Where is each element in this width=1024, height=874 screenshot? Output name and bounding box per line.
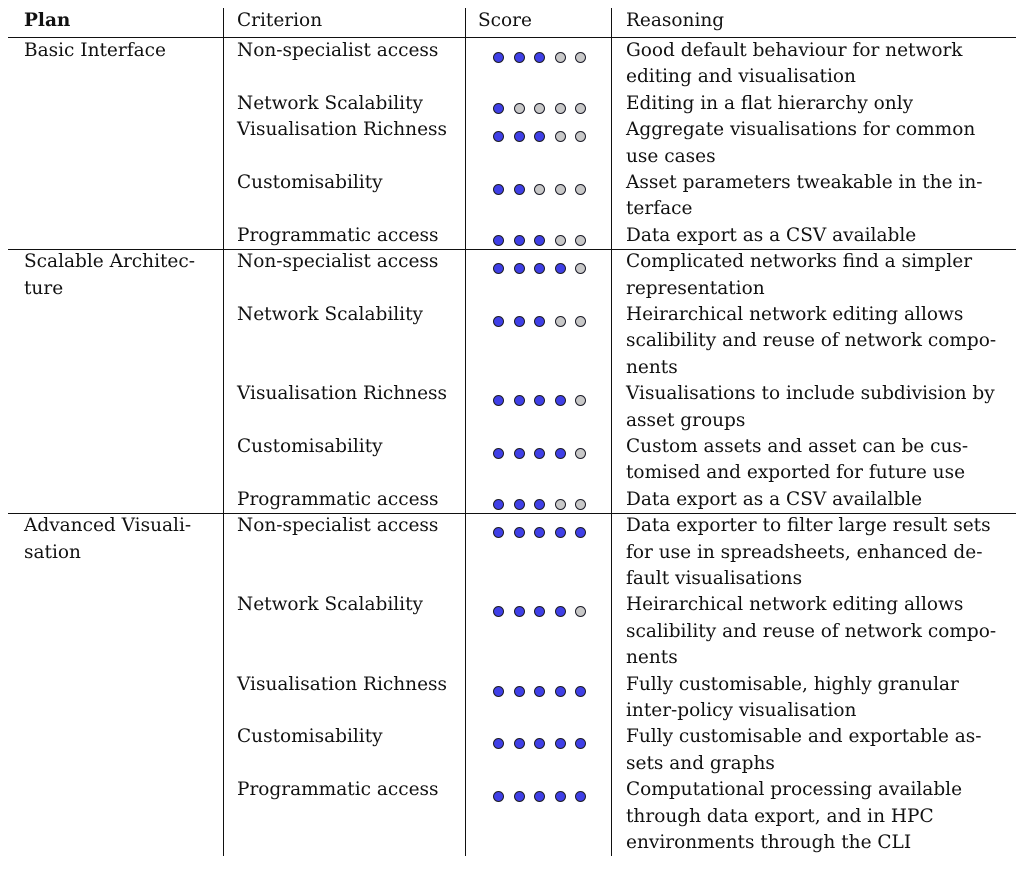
criterion-label: Network Scalability	[237, 594, 423, 616]
score-dot-filled	[555, 263, 566, 274]
score-dot-empty	[575, 395, 586, 406]
score-dot-empty	[575, 606, 586, 617]
criterion-label: Programmatic access	[237, 779, 439, 801]
column-divider-criterion	[465, 8, 466, 856]
score-dot-filled	[514, 263, 525, 274]
header-plan: Plan	[24, 10, 71, 31]
score-dots	[493, 103, 586, 115]
score-dot-empty	[575, 263, 586, 274]
reasoning-text: for use in spreadsheets, enhanced de-	[626, 541, 983, 563]
reasoning-text: scalibility and reuse of network compo-	[626, 620, 997, 642]
reasoning-text: Fully customisable and exportable as-	[626, 726, 982, 748]
reasoning-text: Heirarchical network editing allows	[626, 594, 964, 616]
score-dot-filled	[514, 52, 525, 63]
reasoning-text: terface	[626, 198, 693, 220]
score-dot-filled	[534, 316, 545, 327]
score-dot-filled	[493, 499, 504, 510]
score-dot-filled	[514, 395, 525, 406]
score-dot-filled	[575, 791, 586, 802]
criterion-label: Non-specialist access	[237, 40, 439, 61]
criterion-label: Programmatic access	[237, 488, 439, 510]
reasoning-text: scalibility and reuse of network compo-	[626, 330, 997, 352]
score-dot-filled	[575, 686, 586, 697]
score-dot-empty	[575, 52, 586, 63]
score-dot-filled	[514, 738, 525, 749]
score-dot-filled	[514, 235, 525, 246]
header-reasoning: Reasoning	[626, 10, 725, 31]
score-dot-empty	[514, 103, 525, 114]
reasoning-text: Visualisations to include subdivision by	[626, 383, 995, 405]
score-dot-filled	[493, 606, 504, 617]
reasoning-text: tomised and exported for future use	[626, 462, 966, 484]
score-dots	[493, 791, 586, 803]
reasoning-text: nents	[626, 356, 678, 378]
score-dots	[493, 499, 586, 511]
reasoning-text: asset groups	[626, 409, 746, 431]
score-dot-filled	[514, 499, 525, 510]
criterion-label: Network Scalability	[237, 304, 423, 325]
score-dot-filled	[514, 527, 525, 538]
score-dot-filled	[514, 791, 525, 802]
score-dot-filled	[534, 791, 545, 802]
header-criterion: Criterion	[237, 10, 323, 31]
column-divider-plan	[223, 8, 224, 856]
score-dot-filled	[534, 52, 545, 63]
score-dots	[493, 131, 586, 143]
score-dot-filled	[534, 527, 545, 538]
score-dot-filled	[555, 738, 566, 749]
reasoning-text: Custom assets and asset can be cus-	[626, 436, 969, 457]
reasoning-text: Asset parameters tweakable in the in-	[626, 172, 983, 193]
score-dots	[493, 235, 586, 247]
column-divider-score	[611, 8, 612, 856]
criterion-label: Visualisation Richness	[237, 673, 448, 695]
plan-name: Scalable Architec-	[24, 251, 195, 273]
reasoning-text: Heirarchical network editing allows	[626, 304, 964, 325]
score-dots	[493, 316, 586, 328]
score-dot-filled	[534, 448, 545, 459]
score-dot-filled	[514, 448, 525, 459]
score-dot-filled	[534, 395, 545, 406]
reasoning-text: Data export as a CSV availalble	[626, 488, 923, 510]
score-dot-empty	[555, 103, 566, 114]
score-dot-filled	[493, 52, 504, 63]
reasoning-text: Aggregate visualisations for common	[626, 119, 976, 141]
criterion-label: Visualisation Richness	[237, 383, 448, 405]
reasoning-text: representation	[626, 277, 765, 299]
reasoning-text: Data export as a CSV available	[626, 224, 917, 246]
score-dots	[493, 527, 586, 539]
reasoning-text: environments through the CLI	[626, 832, 912, 853]
score-dot-empty	[555, 499, 566, 510]
score-dot-empty	[575, 235, 586, 246]
score-dot-empty	[555, 316, 566, 327]
score-dot-empty	[555, 52, 566, 63]
score-dot-filled	[514, 131, 525, 142]
criterion-label: Non-specialist access	[237, 251, 439, 273]
score-dot-filled	[575, 527, 586, 538]
score-dot-filled	[514, 606, 525, 617]
plan-name: Advanced Visuali-	[24, 515, 192, 537]
score-dots	[493, 52, 586, 64]
score-dot-empty	[575, 131, 586, 142]
score-dot-filled	[514, 316, 525, 327]
score-dots	[493, 263, 586, 275]
score-dot-empty	[575, 448, 586, 459]
plan-name: sation	[24, 541, 81, 563]
score-dot-filled	[514, 686, 525, 697]
reasoning-text: sets and graphs	[626, 752, 775, 774]
score-dots	[493, 686, 586, 698]
score-dot-empty	[555, 184, 566, 195]
criterion-label: Non-specialist access	[237, 515, 439, 537]
score-dot-empty	[575, 316, 586, 327]
score-dot-empty	[534, 184, 545, 195]
criterion-label: Customisability	[237, 172, 383, 193]
score-dot-filled	[555, 606, 566, 617]
score-dot-filled	[534, 606, 545, 617]
criterion-label: Visualisation Richness	[237, 119, 448, 141]
score-dot-filled	[534, 738, 545, 749]
reasoning-text: Data exporter to filter large result sets	[626, 515, 991, 537]
reasoning-text: Complicated networks find a simpler	[626, 251, 973, 273]
score-dot-filled	[555, 527, 566, 538]
score-dot-filled	[493, 103, 504, 114]
score-dot-filled	[555, 395, 566, 406]
score-dot-filled	[555, 448, 566, 459]
score-dot-empty	[555, 235, 566, 246]
score-dot-filled	[534, 686, 545, 697]
score-dot-filled	[493, 395, 504, 406]
reasoning-text: use cases	[626, 145, 716, 167]
score-dot-filled	[534, 235, 545, 246]
score-dot-filled	[534, 263, 545, 274]
criterion-label: Customisability	[237, 436, 383, 457]
score-dot-filled	[493, 235, 504, 246]
plan-name: ture	[24, 277, 64, 299]
reasoning-text: through data export, and in HPC	[626, 805, 934, 827]
score-dot-filled	[493, 263, 504, 274]
reasoning-text: fault visualisations	[626, 568, 803, 589]
score-dot-filled	[493, 527, 504, 538]
score-dot-empty	[534, 103, 545, 114]
reasoning-text: Editing in a flat hierarchy only	[626, 92, 914, 114]
criterion-label: Customisability	[237, 726, 383, 748]
score-dot-empty	[575, 103, 586, 114]
score-dot-filled	[555, 686, 566, 697]
score-dots	[493, 606, 586, 618]
reasoning-text: Computational processing available	[626, 779, 963, 801]
score-dot-filled	[575, 738, 586, 749]
score-dots	[493, 738, 586, 750]
criterion-label: Network Scalability	[237, 92, 423, 114]
score-dot-filled	[493, 686, 504, 697]
header-score: Score	[478, 10, 532, 31]
score-dot-filled	[493, 184, 504, 195]
score-dot-filled	[493, 448, 504, 459]
score-dot-filled	[534, 499, 545, 510]
reasoning-text: nents	[626, 647, 678, 669]
reasoning-text: Fully customisable, highly granular	[626, 673, 959, 695]
score-dot-filled	[493, 791, 504, 802]
score-dot-filled	[493, 738, 504, 749]
score-dots	[493, 395, 586, 407]
score-dot-filled	[493, 131, 504, 142]
score-dot-empty	[575, 499, 586, 510]
score-dot-filled	[534, 131, 545, 142]
score-dot-filled	[555, 791, 566, 802]
plan-name: Basic Interface	[24, 40, 166, 61]
score-dot-empty	[555, 131, 566, 142]
score-dot-filled	[493, 316, 504, 327]
reasoning-text: inter-policy visualisation	[626, 700, 857, 721]
score-dot-filled	[514, 184, 525, 195]
reasoning-text: Good default behaviour for network	[626, 40, 963, 61]
score-dot-empty	[575, 184, 586, 195]
score-dots	[493, 448, 586, 460]
score-dots	[493, 184, 586, 196]
reasoning-text: editing and visualisation	[626, 66, 856, 88]
criterion-label: Programmatic access	[237, 224, 439, 246]
